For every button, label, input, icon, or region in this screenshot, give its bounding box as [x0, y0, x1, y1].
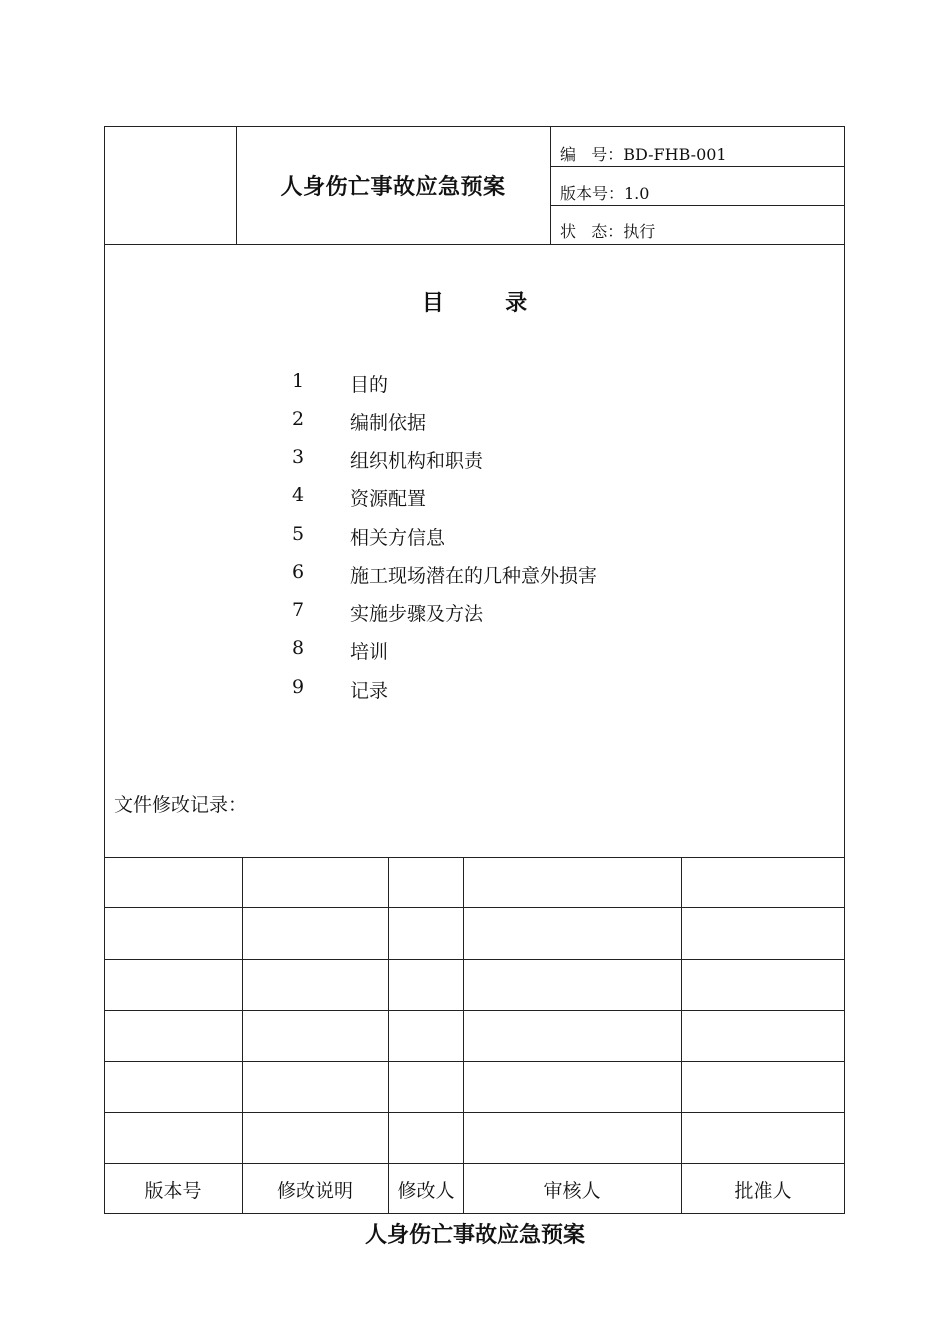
header-bottom-line — [104, 244, 845, 245]
toc-item-number: 6 — [292, 561, 305, 583]
revision-column-line — [681, 857, 682, 1214]
column-header-reviewer: 审核人 — [543, 1180, 601, 1202]
toc-item-text: 培训 — [350, 641, 389, 663]
revision-row-line — [104, 1163, 845, 1164]
revision-record-label: 文件修改记录： — [114, 794, 248, 816]
toc-item-text: 编制依据 — [350, 412, 427, 434]
revision-column-line — [388, 857, 389, 1214]
toc-item-number: 9 — [292, 676, 305, 698]
toc-item-text: 资源配置 — [350, 488, 427, 510]
document-version: 版本号：1.0 — [560, 184, 650, 203]
toc-item-text: 施工现场潜在的几种意外损害 — [350, 565, 598, 587]
column-header-version: 版本号 — [144, 1180, 202, 1202]
toc-item-number: 4 — [292, 484, 305, 506]
meta-divider-1 — [550, 166, 845, 167]
revision-row-line — [104, 1010, 845, 1011]
toc-heading: 目 录 — [421, 290, 528, 316]
toc-item-text: 记录 — [350, 680, 389, 702]
toc-item-number: 3 — [292, 446, 305, 468]
footer-title: 人身伤亡事故应急预案 — [364, 1222, 585, 1248]
toc-item-number: 2 — [292, 408, 305, 430]
toc-item-text: 目的 — [350, 374, 389, 396]
column-header-approver: 批准人 — [734, 1180, 792, 1202]
revision-row-line — [104, 907, 845, 908]
toc-item-text: 实施步骤及方法 — [350, 603, 484, 625]
toc-item-text: 组织机构和职责 — [350, 450, 484, 472]
column-header-change-note: 修改说明 — [276, 1180, 353, 1202]
document-status: 状 态：执行 — [560, 222, 656, 241]
document-title: 人身伤亡事故应急预案 — [280, 173, 506, 200]
document-code: 编 号：BD-FHB-001 — [560, 145, 727, 164]
revision-row-line — [104, 959, 845, 960]
toc-item-number: 5 — [292, 523, 305, 545]
revision-column-line — [242, 857, 243, 1214]
revision-table-top — [104, 857, 845, 858]
toc-item-number: 1 — [292, 370, 305, 392]
revision-column-line — [463, 857, 464, 1214]
toc-item-text: 相关方信息 — [350, 527, 446, 549]
toc-item-number: 8 — [292, 637, 305, 659]
revision-row-line — [104, 1061, 845, 1062]
column-header-modifier: 修改人 — [397, 1180, 455, 1202]
meta-divider-2 — [550, 205, 845, 206]
toc-item-number: 7 — [292, 599, 305, 621]
revision-row-line — [104, 1112, 845, 1113]
header-divider-right — [550, 126, 551, 244]
